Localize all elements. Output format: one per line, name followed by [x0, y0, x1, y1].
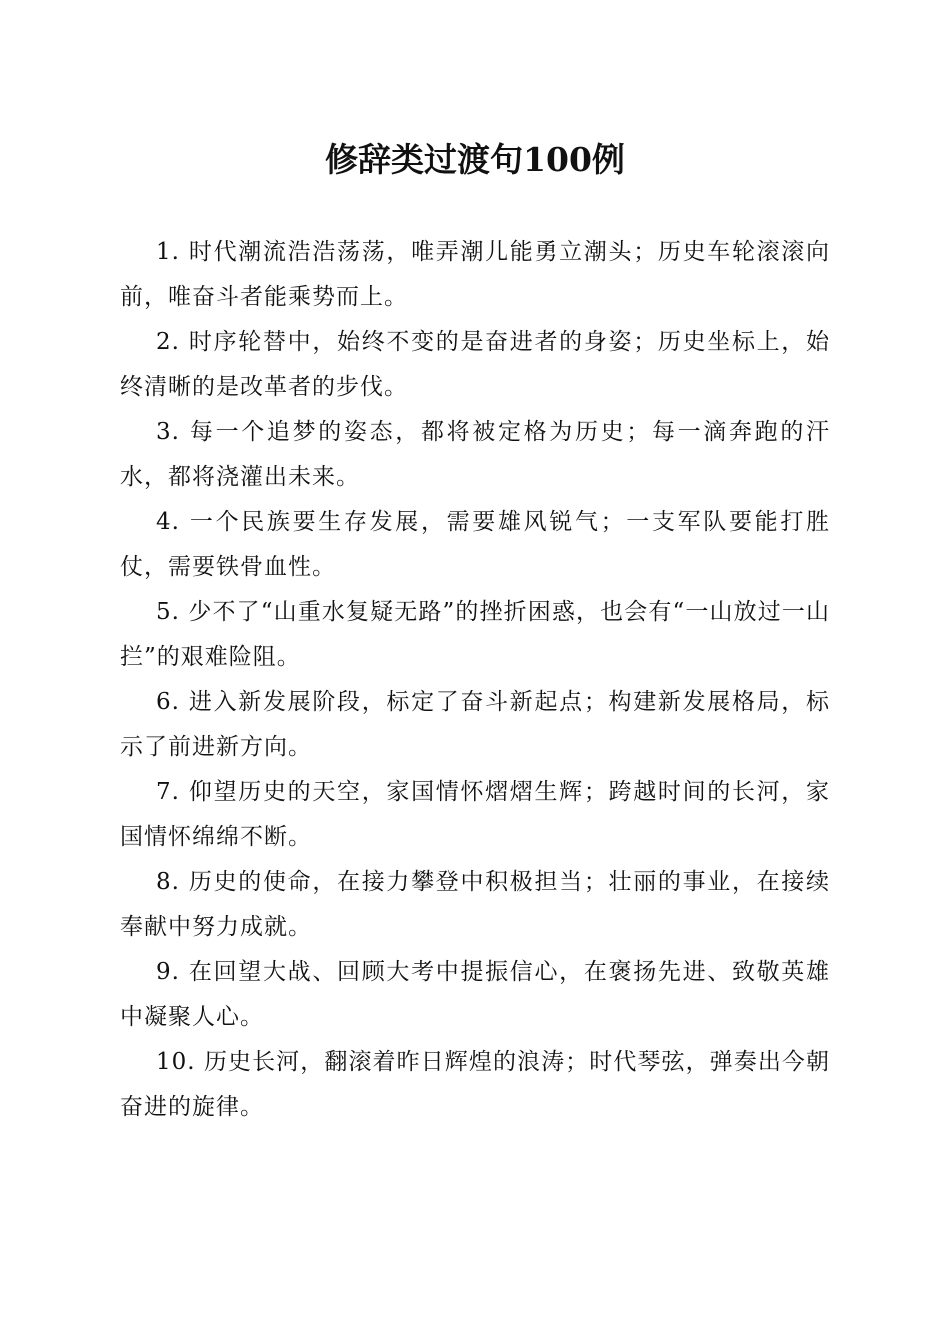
paragraph-1: 1. 时代潮流浩浩荡荡，唯弄潮儿能勇立潮头；历史车轮滚滚向前，唯奋斗者能乘势而上。	[120, 239, 830, 310]
paragraph-10: 10. 历史长河，翻滚着昨日辉煌的浪涛；时代琴弦，弹奏出今朝奋进的旋律。	[120, 1049, 830, 1120]
paragraph-9: 9. 在回望大战、回顾大考中提振信心，在褒扬先进、致敬英雄中凝聚人心。	[120, 959, 830, 1030]
paragraph-8: 8. 历史的使命，在接力攀登中积极担当；壮丽的事业，在接续奉献中努力成就。	[120, 869, 830, 940]
paragraph-7: 7. 仰望历史的天空，家国情怀熠熠生辉；跨越时间的长河，家国情怀绵绵不断。	[120, 779, 830, 850]
paragraph-2: 2. 时序轮替中，始终不变的是奋进者的身姿；历史坐标上，始终清晰的是改革者的步伐。	[120, 329, 830, 400]
paragraph-4: 4. 一个民族要生存发展，需要雄风锐气；一支军队要能打胜仗，需要铁骨血性。	[120, 509, 830, 580]
document-body	[120, 230, 830, 1130]
paragraph-3: 3. 每一个追梦的姿态，都将被定格为历史；每一滴奔跑的汗水，都将浇灌出未来。	[120, 419, 830, 490]
document-title: 修辞类过渡句100例	[325, 140, 625, 179]
paragraph-6: 6. 进入新发展阶段，标定了奋斗新起点；构建新发展格局，标示了前进新方向。	[120, 689, 830, 760]
paragraph-5: 5. 少不了“山重水复疑无路”的挫折困惑，也会有“一山放过一山拦”的艰难险阻。	[120, 599, 830, 670]
